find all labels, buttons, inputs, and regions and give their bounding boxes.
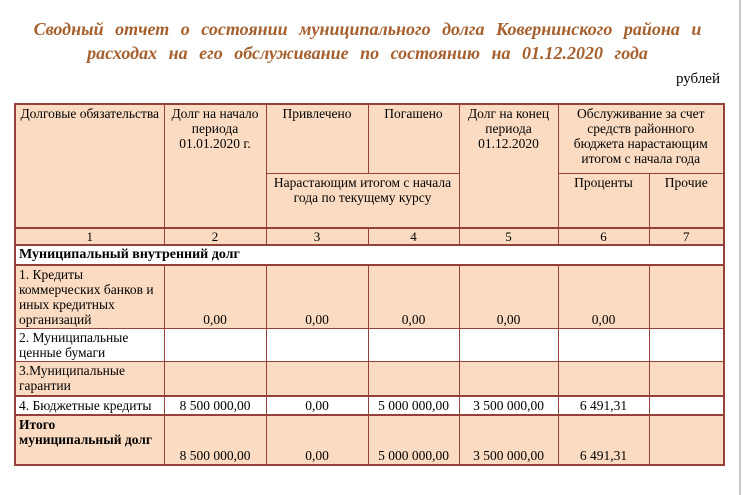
value-cell <box>368 362 459 396</box>
value-cell <box>649 329 724 362</box>
value-cell: 0,00 <box>368 265 459 329</box>
header-attracted: Привлечено <box>266 104 368 173</box>
table-row <box>15 362 724 396</box>
table-row <box>15 265 724 329</box>
header-cumulative: Нарастающим итогом с начала года по текущему курсу <box>266 173 459 228</box>
value-cell: 0,00 <box>459 265 558 329</box>
value-cell: 5 000 000,00 <box>368 415 459 465</box>
units-label: рублей <box>675 71 720 87</box>
window-right-edge <box>739 0 741 495</box>
value-cell <box>459 329 558 362</box>
row-label: 4. Бюджетные кредиты <box>15 396 164 415</box>
value-cell <box>558 329 649 362</box>
value-cell: 0,00 <box>266 396 368 415</box>
value-cell <box>649 362 724 396</box>
value-cell <box>266 329 368 362</box>
value-cell: 5 000 000,00 <box>368 396 459 415</box>
column-number-7: 7 <box>649 228 724 245</box>
value-cell <box>558 362 649 396</box>
value-cell: 3 500 000,00 <box>459 396 558 415</box>
value-cell <box>649 265 724 329</box>
value-cell: 3 500 000,00 <box>459 415 558 465</box>
row-label: 3.Муниципальные гарантии <box>15 362 164 396</box>
debt-report-table <box>14 103 725 466</box>
column-number-3: 3 <box>266 228 368 245</box>
value-cell: 0,00 <box>266 415 368 465</box>
row-label: 2. Муниципальные ценные бумаги <box>15 329 164 362</box>
value-cell: 8 500 000,00 <box>164 396 266 415</box>
value-cell <box>266 362 368 396</box>
value-cell: 6 491,31 <box>558 415 649 465</box>
value-cell <box>164 362 266 396</box>
page-title-line-1: Сводный отчет о состоянии муниципального долга Ковернинского района и <box>33 19 702 39</box>
value-cell <box>164 329 266 362</box>
value-cell: 0,00 <box>164 265 266 329</box>
column-number-2: 2 <box>164 228 266 245</box>
value-cell: 6 491,31 <box>558 396 649 415</box>
column-number-1: 1 <box>15 228 164 245</box>
value-cell <box>649 415 724 465</box>
value-cell <box>368 329 459 362</box>
header-debt-start: Долг на начало периода 01.01.2020 г. <box>164 104 266 228</box>
section-title: Муниципальный внутренний долг <box>15 245 724 265</box>
column-number-6: 6 <box>558 228 649 245</box>
page-title-line-2: расходах на его обслуживание по состоянию на 01.12.2020 года <box>87 43 648 63</box>
value-cell <box>459 362 558 396</box>
row-label: Итого муниципальный долг <box>15 415 164 465</box>
section-row <box>15 245 724 265</box>
header-service: Обслуживание за счет средств районного бюджета нарастающим итогом с начала года <box>558 104 724 173</box>
header-other: Прочие <box>649 173 724 228</box>
row-label: 1. Кредиты коммерческих банков и иных кредитных организаций <box>15 265 164 329</box>
total-row <box>15 415 724 465</box>
column-numbers-row <box>15 228 724 245</box>
column-number-5: 5 <box>459 228 558 245</box>
value-cell: 0,00 <box>266 265 368 329</box>
page-title <box>12 17 723 65</box>
header-interest: Проценты <box>558 173 649 228</box>
header-debt-end: Долг на конец периода 01.12.2020 <box>459 104 558 228</box>
header-repaid: Погашено <box>368 104 459 173</box>
table-row <box>15 329 724 362</box>
table-row <box>15 396 724 415</box>
header-debt-obligations: Долговые обязательства <box>15 104 164 228</box>
value-cell: 0,00 <box>558 265 649 329</box>
value-cell: 8 500 000,00 <box>164 415 266 465</box>
header-row-1 <box>15 104 724 173</box>
column-number-4: 4 <box>368 228 459 245</box>
value-cell <box>649 396 724 415</box>
